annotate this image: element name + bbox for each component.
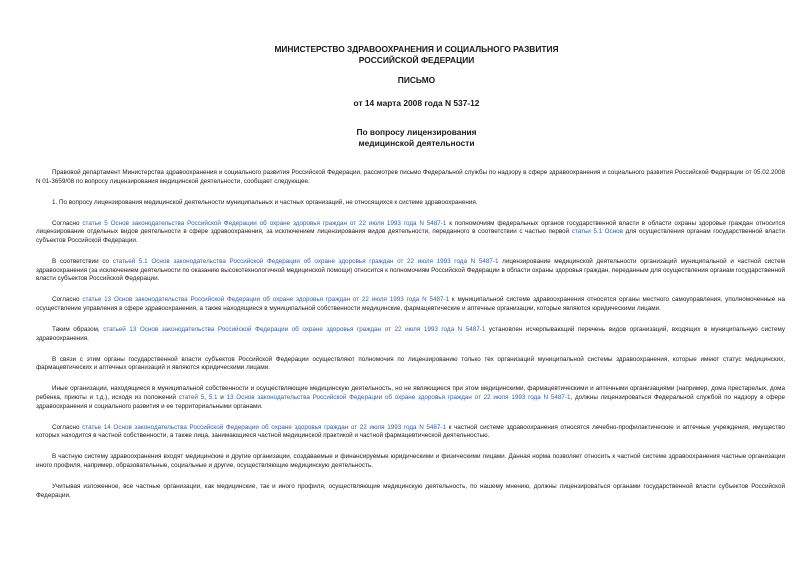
subject-line2: медицинской деятельности [358,137,475,148]
law-link-article-13[interactable]: статье 13 Основ законодательства Российской Федерации об охране здоровья граждан от 22 июля 1993 года N 5487-1 [82,296,450,304]
document-subject [48,127,785,148]
paragraph-text: , [204,394,209,401]
ministry-name-line1: МИНИСТЕРСТВО ЗДРАВООХРАНЕНИЯ И СОЦИАЛЬНОГО РАЗВИТИЯ [274,44,559,54]
law-link-articles-5[interactable]: статей 5 [178,394,205,401]
paragraph-conclusion-13 [36,326,785,343]
paragraph-article-5 [36,220,785,246]
paragraph-final-conclusion: Учитывая изложенное, все частные организации, как медицинские, так и иного профиля, осуществляющие медицинскую деятельность, по нашему мнению, должны лицензироваться органами государственной власти субъектов Российской Федерации. [36,483,785,499]
paragraph-intro: Правовой департамент Министерства здравоохранения и социального развития Российской Федерации, рассмотрев письмо Федеральной службы по надзору в сфере здравоохранения и социального развития Российской Федерации от 05.02.2008 N 01-3659/08 по вопросу лицензирования медицинской деятельности, сообщает следующее. [36,169,785,185]
paragraph-text: , должны лицензироваться Федеральной службой по надзору в сфере здравоохранения и социального развития и ее территориальными органами. [36,394,785,410]
paragraph-article-14 [36,424,785,441]
paragraph-text: Согласно [52,423,83,431]
paragraph-article-5-1 [36,258,785,284]
paragraph-text: В соответствии со [52,258,113,266]
paragraph-text: и [217,394,227,401]
ministry-name-line2: РОССИЙСКОЙ ФЕДЕРАЦИИ [358,54,475,65]
document-type: ПИСЬМО [397,75,436,85]
paragraph-text: Таким образом, [52,326,104,334]
paragraph-private-system: В частную систему здравоохранения входят медицинские и другие организации, создаваемые и финансируемые юридическими и физическими лицами. Данная норма позволяет относить к частной системе здравоохранения частные организации иного профиля, например, образовательные, социальные и другие, осуществляющие медицинскую деятельность. [36,453,785,469]
paragraph-text: Согласно [52,296,83,304]
paragraph-text: к полномочиям федеральных органов государственной власти в области охраны здоровья граждан относится лицензирование отдельных видов деятельности в сфере здравоохранения, за исключением лицензирования видов деятельности, переданного в соответствии с частью первой [36,219,785,236]
paragraph-text: Согласно [52,219,83,227]
law-link-article-5[interactable]: статье 5 Основ законодательства Российской Федерации об охране здоровья граждан от 22 июля 1993 года N 5487-1 [82,219,447,227]
law-link-article-13-second[interactable]: статьей 13 Основ законодательства Российской Федерации об охране здоровья граждан от 22 июля 1993 года N 5487-1 [103,326,486,334]
paragraph-section-1: 1. По вопросу лицензирования медицинской деятельности муниципальных и частных организаций, не относящихся к системе здравоохранения. [52,198,478,206]
law-link-article-5-1[interactable]: статьи 5.1 Основ [571,228,624,236]
document-body [36,169,785,500]
paragraph-text: для осуществления органам государственной власти субъектов Российской Федерации. [36,228,785,244]
law-link-articles-5-1[interactable]: 5.1 [208,394,218,401]
paragraph-text: установлен исчерпывающий перечень видов организаций, входящих в муниципальную систему здравоохранения. [36,326,785,342]
subject-line1: По вопросу лицензирования [356,127,477,137]
document-date-number: от 14 марта 2008 года N 537-12 [353,97,480,108]
paragraph-article-13 [36,296,785,313]
paragraph-regional-authority: В связи с этим органы государственной власти субъектов Российской Федерации осуществляют полномочия по лицензированию только тех организаций муниципальной системы здравоохранения, которые имеют статус медицинских, фармацевтических и аптечных организаций и являются юридическими лицами. [36,355,785,372]
paragraph-text: к муниципальной системе здравоохранения относятся органы местного самоуправления, уполномоченные на осуществление управления в сфере здравоохранения, а также находящиеся в муниципальной собственности медицинские, фармацевтические и аптечные организации, которые являются юридическими лицами. [36,296,786,312]
law-link-articles-13[interactable]: 13 Основ законодательства Российской Федерации об охране здоровья граждан от 22 июля 1993 года N 5487-1 [226,394,571,401]
law-link-article-14[interactable]: статье 14 Основ законодательства Российской Федерации об охране здоровья граждан от 22 июля 1993 года N 5487-1 [82,423,446,431]
paragraph-other-organizations [36,385,785,411]
paragraph-text: к частной системе здравоохранения относятся лечебно-профилактические и аптечные учреждения, имущество которых находится в частной собственности, а также лица, занимающиеся частной медицинской практикой и частной фармацевтической деятельностью. [36,423,785,440]
document-header [48,44,785,108]
law-link-article-5-1-full[interactable]: статьей 5.1 Основ законодательства Российской Федерации об охране здоровья граждан от 22 июля 1993 года N 5487-1 [112,258,499,266]
paragraph-text: лицензирование медицинской деятельности организаций муниципальной и частной систем здравоохранения (за исключением деятельности по оказанию высокотехнологичной медицинской помощи) относится к полномочиям Российской Федерации в области охраны здоровья граждан, переданным для осуществления органам государственной власти субъектов Российской Федерации. [36,258,785,283]
paragraph-text: Иные организации, находящиеся в муниципальной собственности и осуществляющие медицинскую деятельность, но не являющиеся при этом медицинскими, фармацевтическими и аптечными организациями (например, дома престарелых, дома ребенка, приюты и т.д.), исходя из положений [36,385,785,401]
